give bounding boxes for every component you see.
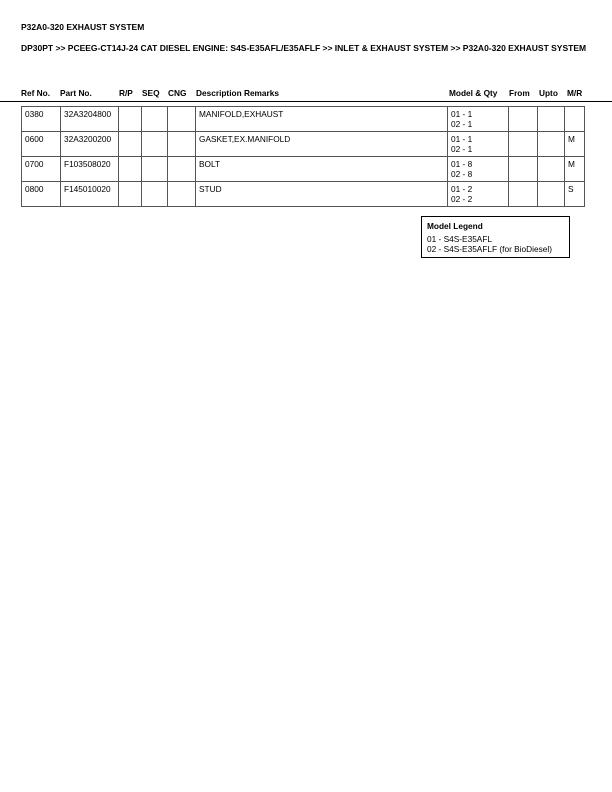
description: MANIFOLD,EXHAUST [196, 107, 448, 132]
table-row[interactable] [22, 157, 585, 182]
model-qty-line: 02 - 2 [451, 194, 473, 204]
part-no: 32A3200200 [61, 132, 119, 157]
header-ref-no: Ref No. [21, 88, 51, 98]
ref-no: 0380 [22, 107, 61, 132]
model-qty-line: 01 - 8 [451, 159, 473, 169]
header-cng: CNG [168, 88, 187, 98]
ref-no: 0700 [22, 157, 61, 182]
header-seq: SEQ [142, 88, 160, 98]
model-legend [421, 216, 570, 258]
seq-cell [142, 107, 168, 132]
part-no: F103508020 [61, 157, 119, 182]
table-header [0, 88, 612, 100]
header-from: From [509, 88, 530, 98]
header-model-qty: Model & Qty [449, 88, 498, 98]
header-upto: Upto [539, 88, 558, 98]
model-qty-line: 01 - 1 [451, 134, 473, 144]
upto-cell [538, 132, 565, 157]
ref-no: 0600 [22, 132, 61, 157]
page-title: P32A0-320 EXHAUST SYSTEM [21, 22, 145, 32]
header-description: Description Remarks [196, 88, 280, 98]
model-qty [448, 157, 509, 182]
upto-cell [538, 182, 565, 207]
cng-cell [168, 157, 196, 182]
seq-cell [142, 182, 168, 207]
model-qty-line: 01 - 1 [451, 109, 473, 119]
cng-cell [168, 132, 196, 157]
table-row[interactable] [22, 132, 585, 157]
cng-cell [168, 107, 196, 132]
description: BOLT [196, 157, 448, 182]
seq-cell [142, 132, 168, 157]
table-row[interactable] [22, 107, 585, 132]
rp-cell [119, 132, 142, 157]
header-divider [0, 101, 612, 102]
table-row[interactable] [22, 182, 585, 207]
model-qty [448, 132, 509, 157]
model-qty-line: 02 - 1 [451, 144, 473, 154]
description: STUD [196, 182, 448, 207]
ref-no: 0800 [22, 182, 61, 207]
header-rp: R/P [119, 88, 133, 98]
header-part-no: Part No. [60, 88, 92, 98]
from-cell [509, 157, 538, 182]
mr-cell: M [565, 157, 585, 182]
rp-cell [119, 157, 142, 182]
mr-cell: M [565, 132, 585, 157]
model-legend-item: 02 - S4S-E35AFLF (for BioDiesel) [427, 244, 552, 254]
part-no: 32A3204800 [61, 107, 119, 132]
header-mr: M/R [567, 88, 583, 98]
mr-cell [565, 107, 585, 132]
upto-cell [538, 157, 565, 182]
from-cell [509, 132, 538, 157]
model-legend-item: 01 - S4S-E35AFL [427, 234, 493, 244]
model-qty [448, 182, 509, 207]
rp-cell [119, 107, 142, 132]
from-cell [509, 107, 538, 132]
mr-cell: S [565, 182, 585, 207]
parts-table [21, 106, 585, 207]
part-no: F145010020 [61, 182, 119, 207]
model-qty-line: 02 - 1 [451, 119, 473, 129]
model-qty [448, 107, 509, 132]
model-qty-line: 02 - 8 [451, 169, 473, 179]
model-legend-title: Model Legend [427, 221, 483, 231]
model-qty-line: 01 - 2 [451, 184, 473, 194]
breadcrumb: DP30PT >> PCEEG-CT14J-24 CAT DIESEL ENGINE: S4S-E35AFL/E35AFLF >> INLET & EXHAUST SYSTEM >> P32A0-320 EXHAUST SYSTEM [21, 43, 587, 53]
upto-cell [538, 107, 565, 132]
description: GASKET,EX.MANIFOLD [196, 132, 448, 157]
from-cell [509, 182, 538, 207]
rp-cell [119, 182, 142, 207]
seq-cell [142, 157, 168, 182]
cng-cell [168, 182, 196, 207]
